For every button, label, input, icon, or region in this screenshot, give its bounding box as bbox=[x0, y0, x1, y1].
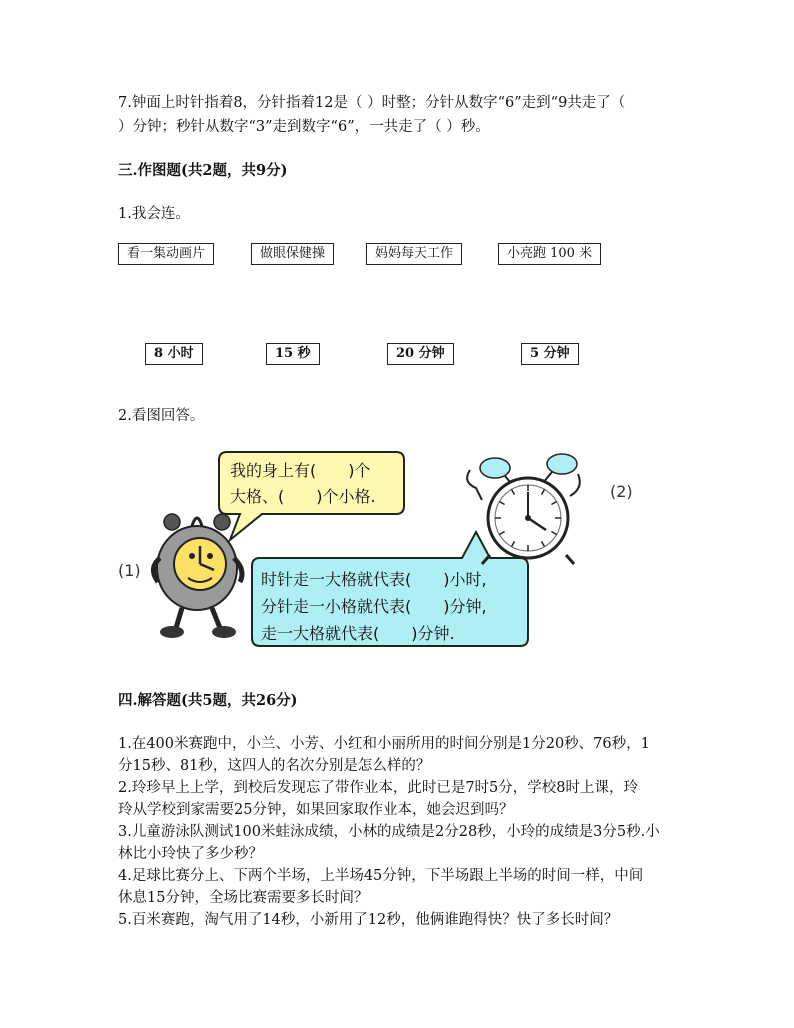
section-3-heading: 三.作图题(共2题，共9分) bbox=[118, 162, 288, 179]
match-box-bottom-1[interactable]: 8 小时 bbox=[145, 343, 203, 365]
answer-line-5: 3.儿童游泳队测试100米蛙泳成绩，小林的成绩是2分28秒，小玲的成绩是3分5秒.小 bbox=[118, 824, 660, 840]
bubble-bottom-line-3: 走一大格就代表( )分钟. bbox=[261, 624, 455, 643]
q7-line-2: ）分钟；秒针从数字“3”走到数字“6”，一共走了（ ）秒。 bbox=[118, 119, 490, 135]
bubble-top-line-1: 我的身上有( )个 bbox=[230, 461, 371, 480]
figure-label-1: (1) bbox=[118, 561, 141, 580]
q3-1-label: 1.我会连。 bbox=[118, 206, 190, 222]
bubble-bottom-line-2: 分针走一小格就代表( )分钟, bbox=[261, 597, 487, 616]
cartoon-clock-icon bbox=[153, 514, 242, 638]
answer-line-8: 休息15分钟，全场比赛需要多长时间？ bbox=[118, 890, 369, 906]
answer-line-4: 玲从学校到家需要25分钟，如果回家取作业本，她会迟到吗？ bbox=[118, 802, 514, 818]
match-box-top-1[interactable]: 看一集动画片 bbox=[118, 243, 214, 265]
q3-2-label: 2.看图回答。 bbox=[118, 408, 205, 424]
match-box-top-3[interactable]: 妈妈每天工作 bbox=[366, 243, 462, 265]
match-box-top-2[interactable]: 做眼保健操 bbox=[251, 243, 334, 265]
answer-line-7: 4.足球比赛分上、下两个半场，上半场45分钟，下半场跟上半场的时间一样，中间 bbox=[118, 868, 644, 884]
match-box-top-4[interactable]: 小亮跑 100 米 bbox=[498, 243, 601, 265]
match-box-bottom-3[interactable]: 20 分钟 bbox=[387, 343, 454, 365]
q7-line-1: 7.钟面上时针指着8，分针指着12是（ ）时整；分针从数字“6”走到“9共走了（ bbox=[118, 95, 626, 111]
answer-line-2: 分15秒、81秒，这四人的名次分别是怎么样的？ bbox=[118, 758, 431, 774]
answer-line-1: 1.在400米赛跑中，小兰、小芳、小红和小丽所用的时间分别是1分20秒、76秒，1 bbox=[118, 736, 650, 752]
match-box-bottom-2[interactable]: 15 秒 bbox=[266, 343, 320, 365]
answer-line-3: 2.玲珍早上上学，到校后发现忘了带作业本，此时已是7时5分，学校8时上课，玲 bbox=[118, 780, 639, 796]
bubble-bottom-line-1: 时针走一大格就代表( )小时, bbox=[261, 570, 487, 589]
bubble-top-line-2: 大格、( )个小格. bbox=[230, 487, 376, 506]
figure-label-2: (2) bbox=[610, 482, 633, 501]
match-box-bottom-4[interactable]: 5 分钟 bbox=[521, 343, 579, 365]
section-4-heading: 四.解答题(共5题，共26分) bbox=[118, 692, 298, 709]
answer-line-6: 林比小玲快了多少秒？ bbox=[118, 846, 263, 862]
answer-line-9: 5.百米赛跑，淘气用了14秒，小新用了12秒，他俩谁跑得快？快了多长时间？ bbox=[118, 912, 619, 928]
